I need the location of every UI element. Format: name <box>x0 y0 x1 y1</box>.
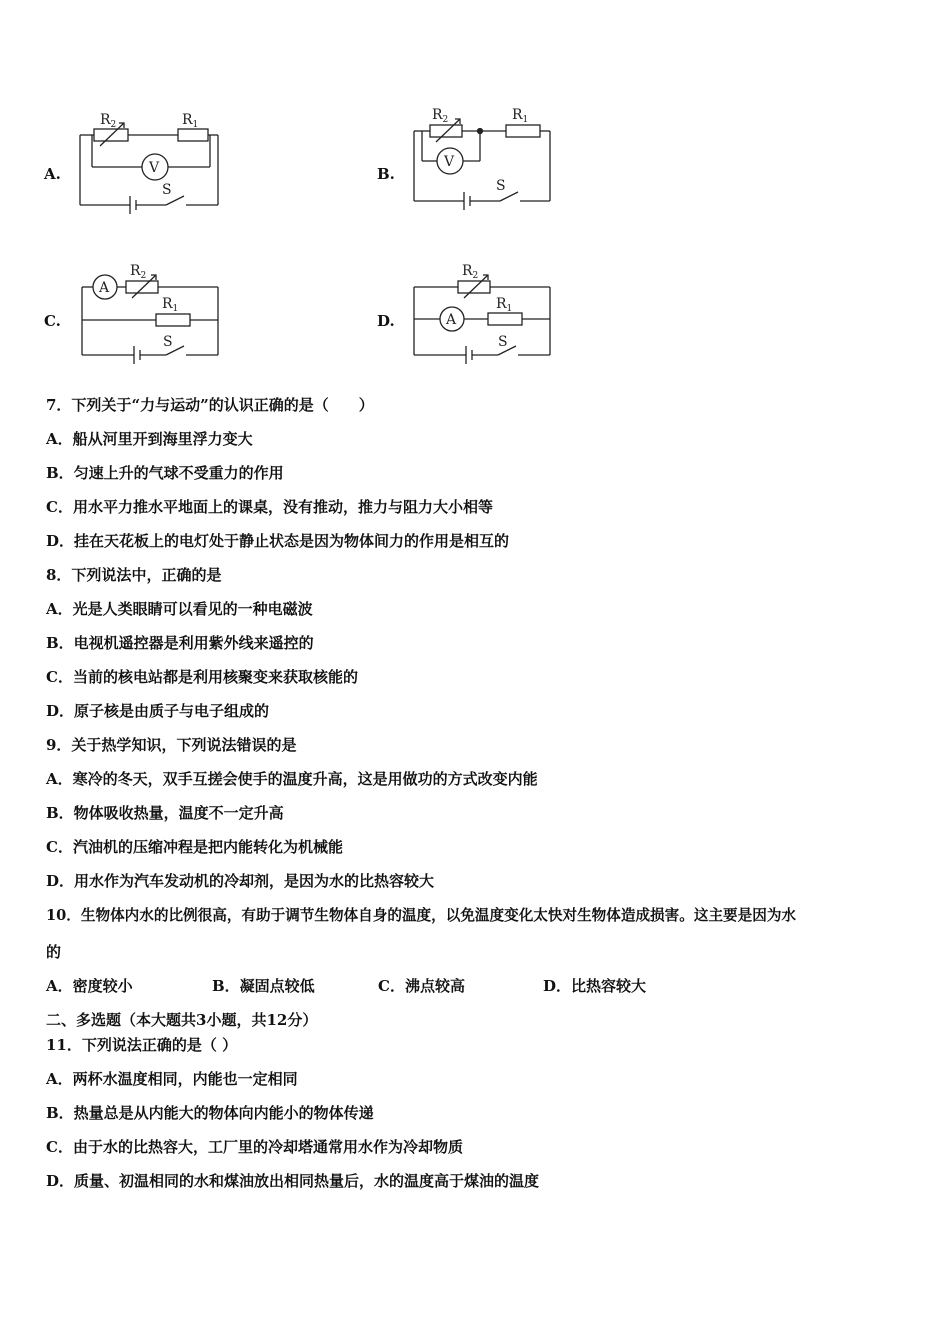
r2-label: $R_2$ <box>130 263 147 281</box>
q10-option-c: C．沸点较高 <box>378 977 465 995</box>
q9-option-a: A．寒冷的冬天，双手互搓会使手的温度升高，这是用做功的方式改变内能 <box>46 770 538 788</box>
q9-option-d: D．用水作为汽车发动机的冷却剂，是因为水的比热容较大 <box>46 872 435 890</box>
q7-option-d: D．挂在天花板上的电灯处于静止状态是因为物体间力的作用是相互的 <box>46 532 510 550</box>
q10-stem-line2: 的 <box>46 943 62 961</box>
switch-label: S <box>162 182 172 198</box>
r1-label: $R_1$ <box>162 296 179 314</box>
q7-stem: 7．下列关于“力与运动”的认识正确的是（ ） <box>46 396 374 414</box>
option-a-label: A. <box>44 165 61 183</box>
q10-option-a: A．密度较小 <box>46 977 133 995</box>
q8-option-d: D．原子核是由质子与电子组成的 <box>46 702 270 720</box>
q11-option-d: D．质量、初温相同的水和煤油放出相同热量后，水的温度高于煤油的温度 <box>46 1172 540 1190</box>
q7-option-c: C．用水平力推水平地面上的课桌，没有推动，推力与阻力大小相等 <box>46 498 493 516</box>
ammeter-label: A <box>99 280 110 296</box>
circuit-diagram-d <box>404 260 564 364</box>
q7-option-a: A．船从河里开到海里浮力变大 <box>46 430 253 448</box>
ammeter-label: A <box>446 312 457 328</box>
r1-label: $R_1$ <box>496 296 513 314</box>
r1-label: $R_1$ <box>512 107 529 125</box>
section-heading-multiple-choice: 二、多选题（本大题共3小题，共12分） <box>46 1011 318 1029</box>
option-b-label: B. <box>377 165 395 183</box>
q11-option-b: B．热量总是从内能大的物体向内能小的物体传递 <box>46 1104 374 1122</box>
voltmeter-label: V <box>149 160 160 176</box>
circuit-diagram-c <box>70 260 230 364</box>
switch-label: S <box>163 334 173 350</box>
circuit-diagram-a <box>70 108 230 212</box>
q11-stem: 11．下列说法正确的是（ ） <box>46 1036 238 1054</box>
q10-option-b: B．凝固点较低 <box>212 977 315 995</box>
q11-option-a: A．两杯水温度相同，内能也一定相同 <box>46 1070 298 1088</box>
q10-stem-line1: 10．生物体内水的比例很高，有助于调节生物体自身的温度，以免温度变化太快对生物体造成损害。这主要是因为水 <box>46 907 797 924</box>
q9-stem: 9．关于热学知识，下列说法错误的是 <box>46 736 297 754</box>
q8-stem: 8．下列说法中，正确的是 <box>46 566 222 584</box>
q9-option-c: C．汽油机的压缩冲程是把内能转化为机械能 <box>46 838 343 856</box>
r2-label: $R_2$ <box>100 112 117 130</box>
r2-label: $R_2$ <box>462 263 479 281</box>
switch-label: S <box>496 178 506 194</box>
q8-option-b: B．电视机遥控器是利用紫外线来遥控的 <box>46 634 314 652</box>
q8-option-a: A．光是人类眼睛可以看见的一种电磁波 <box>46 600 313 618</box>
q9-option-b: B．物体吸收热量，温度不一定升高 <box>46 804 284 822</box>
option-d-label: D. <box>377 312 395 330</box>
q7-option-b: B．匀速上升的气球不受重力的作用 <box>46 464 284 482</box>
q8-option-c: C．当前的核电站都是利用核聚变来获取核能的 <box>46 668 358 686</box>
q10-option-d: D．比热容较大 <box>543 977 647 995</box>
q11-option-c: C．由于水的比热容大，工厂里的冷却塔通常用水作为冷却物质 <box>46 1138 463 1156</box>
switch-label: S <box>498 334 508 350</box>
r1-label: $R_1$ <box>182 112 199 130</box>
voltmeter-label: V <box>444 154 455 170</box>
option-c-label: C. <box>44 312 61 330</box>
circuit-diagram-b <box>404 102 564 210</box>
r2-label: $R_2$ <box>432 107 449 125</box>
